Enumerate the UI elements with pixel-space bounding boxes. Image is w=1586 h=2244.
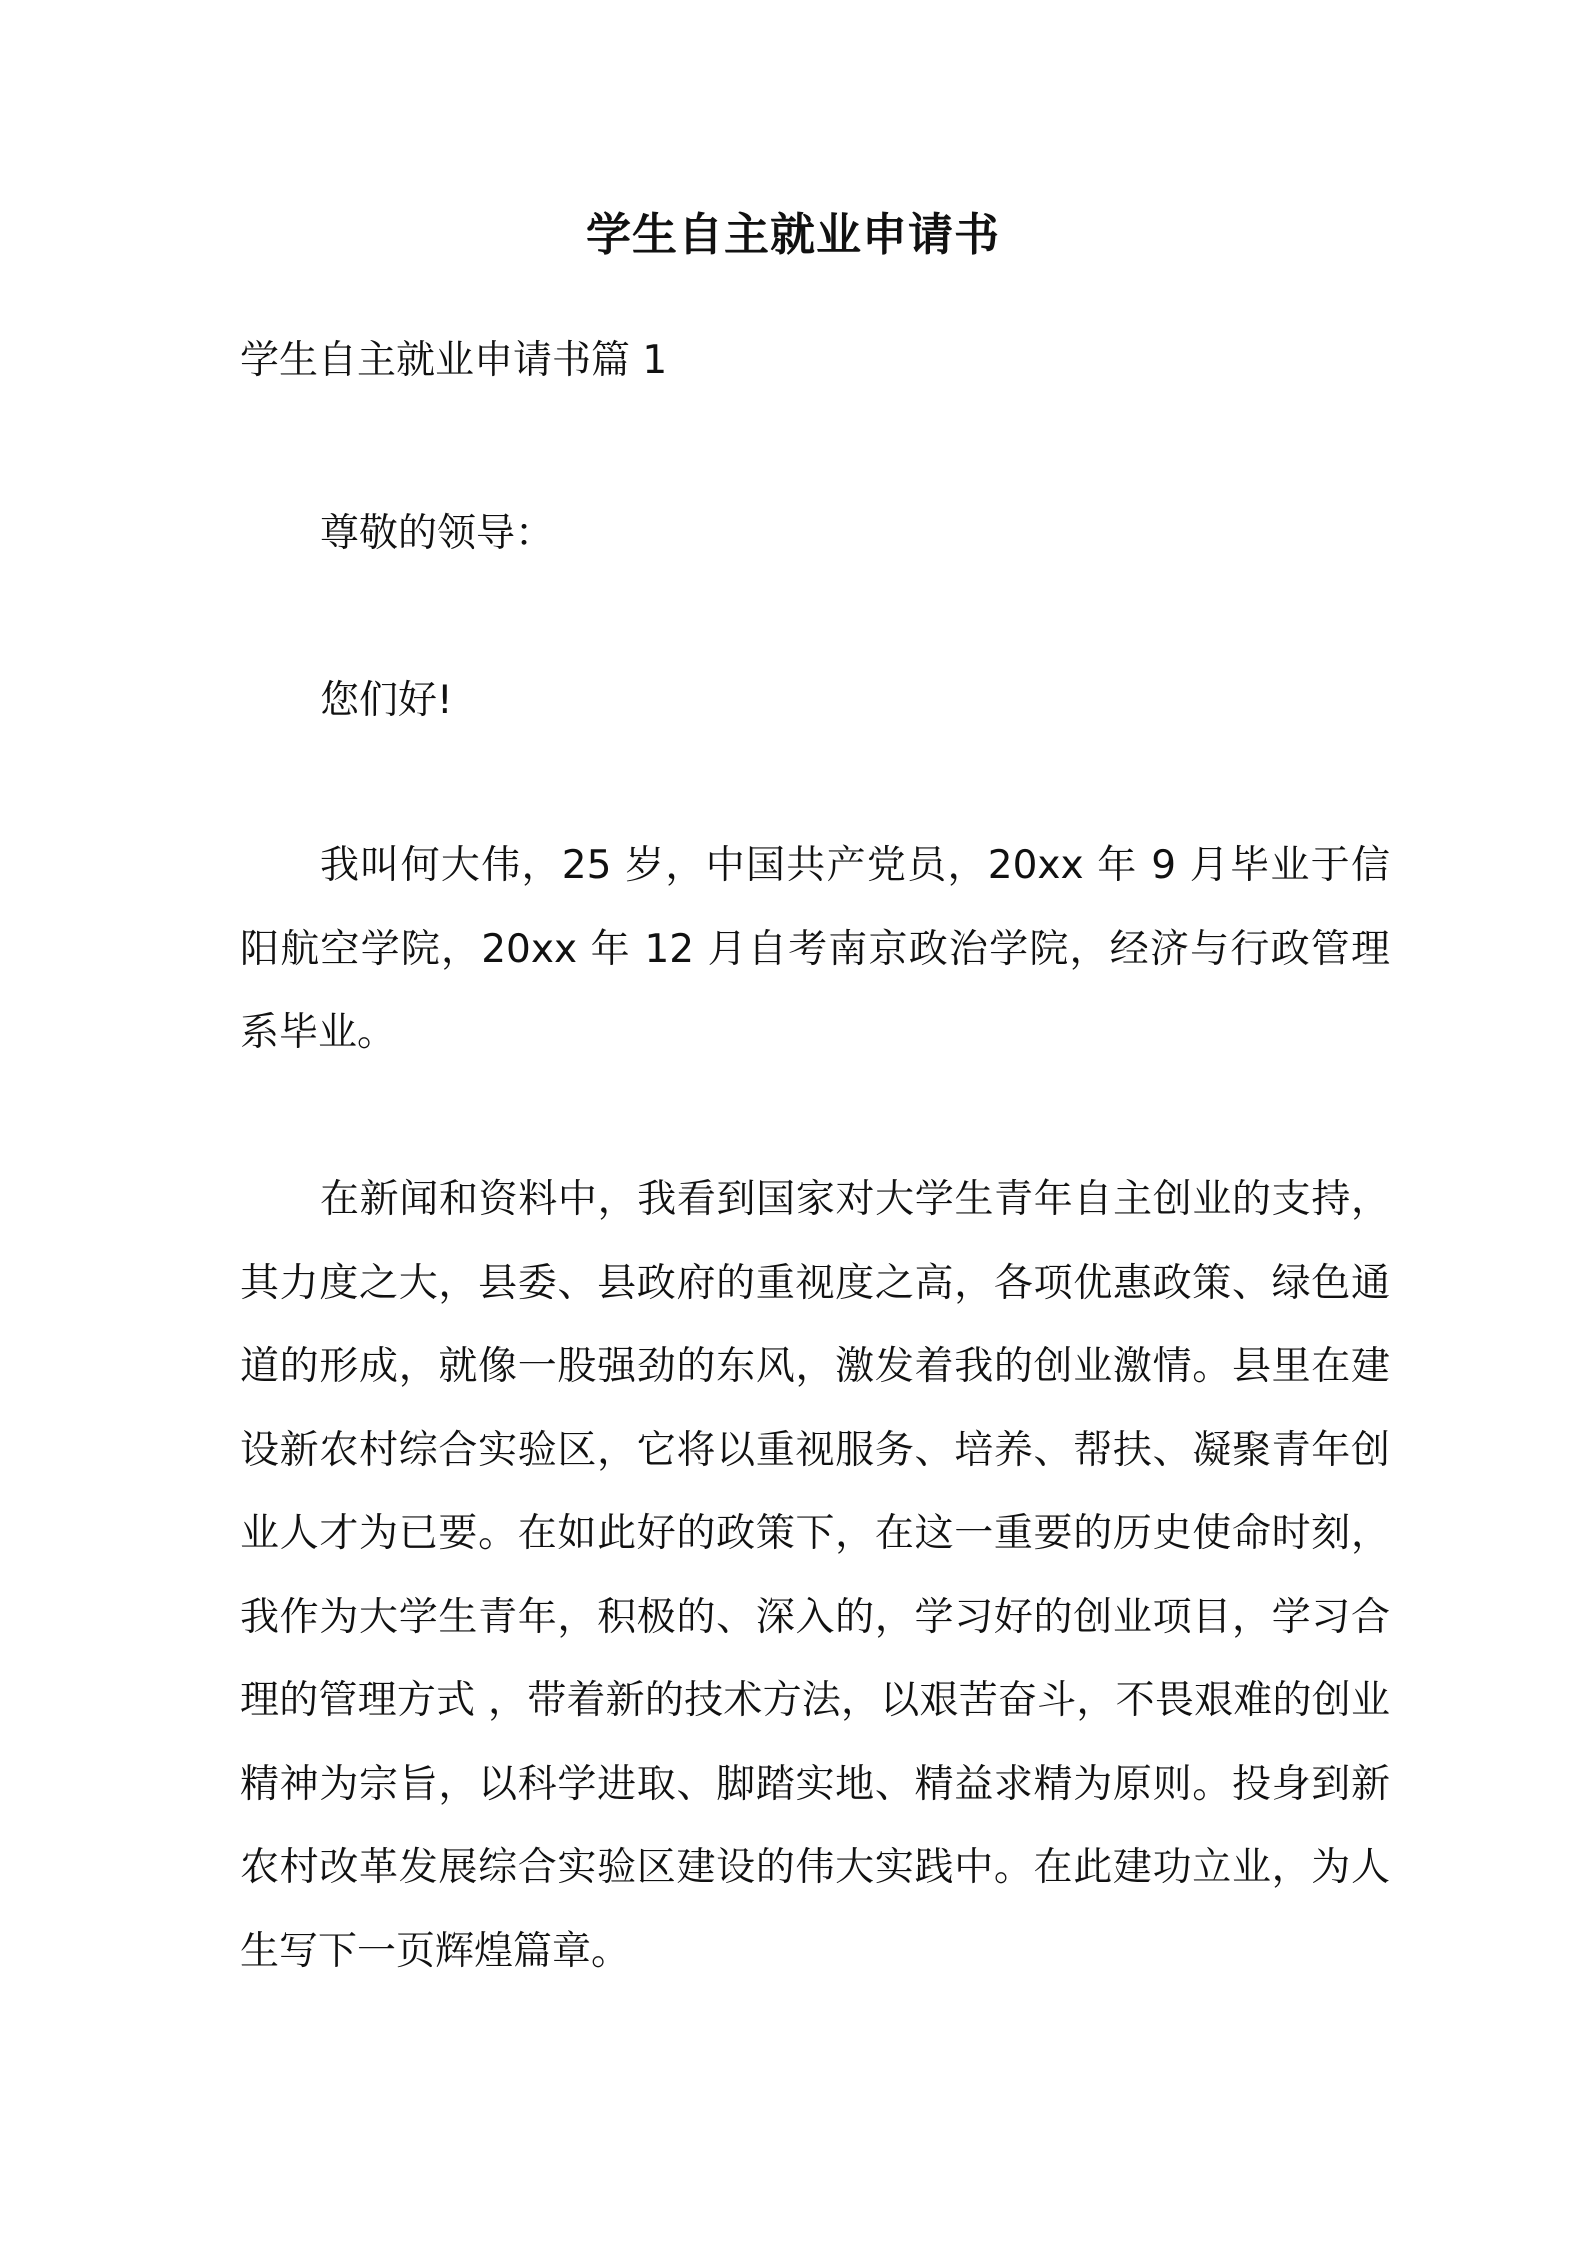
- body-paragraph-2: 在新闻和资料中，我看到国家对大学生青年自主创业的支持，其力度之大，县委、县政府的重视度之高，各项优惠政策、绿色通道的形成，就像一股强劲的东风，激发着我的创业激情。县里在建设新农村综合实验区，它将以重视服务、培养、帮扶、凝聚青年创业人才为已要。在如此好的政策下，在这一重要的历史使命时刻，我作为大学生青年，积极的、深入的，学习好的创业项目，学习合理的管理方式 ，带着新的技术方法，以艰苦奋斗，不畏艰难的创业精神为宗旨，以科学进取、脚踏实地、精益求精为原则。投身到新农村改革发展综合实验区建设的伟大实践中。在此建功立业，为人生写下一页辉煌篇章。: [240, 1177, 1390, 1974]
- document-title: 学生自主就业申请书: [585, 208, 1000, 261]
- salutation: 尊敬的领导：: [320, 511, 555, 556]
- section-title: 学生自主就业申请书篇 1: [240, 338, 668, 383]
- body-paragraph-1: 我叫何大伟，25 岁，中国共产党员，20xx 年 9 月毕业于信阳航空学院，20xx 年 12 月自考南京政治学院，经济与行政管理系毕业。: [240, 843, 1390, 1055]
- greeting: 您们好!: [320, 678, 453, 723]
